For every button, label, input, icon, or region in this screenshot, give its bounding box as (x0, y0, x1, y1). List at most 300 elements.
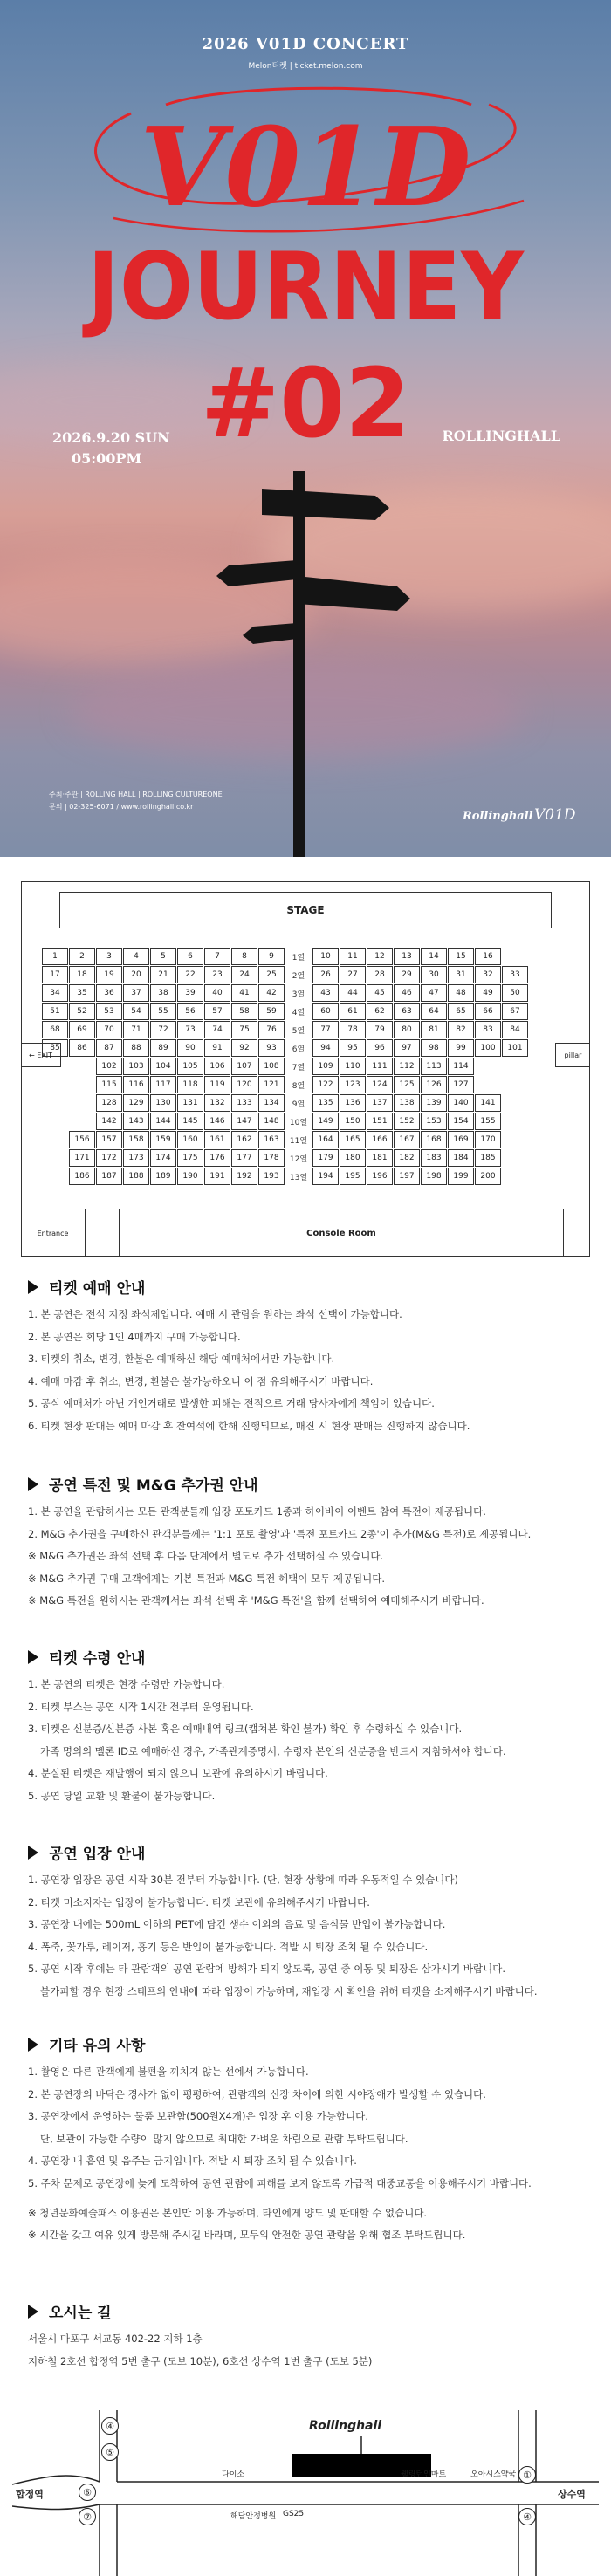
seat-67[interactable]: 67 (502, 1003, 528, 1020)
triangle-icon (28, 1280, 38, 1294)
seat-9[interactable]: 9 (258, 948, 285, 965)
section-title (28, 1473, 587, 1495)
seat-63[interactable]: 63 (394, 1003, 420, 1020)
logo-number: #02 (201, 347, 410, 459)
seat-93[interactable]: 93 (258, 1039, 285, 1057)
notice-line: 1. 본 공연의 티켓은 현장 수령만 가능합니다. (28, 1678, 225, 1690)
seat-84[interactable]: 84 (502, 1021, 528, 1038)
seat-125[interactable]: 125 (394, 1076, 420, 1093)
seat-1[interactable]: 1 (42, 948, 68, 965)
seat-91[interactable]: 91 (204, 1039, 230, 1057)
seat-89[interactable]: 89 (150, 1039, 176, 1057)
seat-182[interactable]: 182 (394, 1149, 420, 1167)
section-title-text: 오시는 길 (49, 2305, 112, 2322)
seat-113[interactable]: 113 (421, 1058, 447, 1075)
notice-line: ※ M&G 특전을 원하시는 관객께서는 좌석 선택 후 'M&G 특전'을 함께 선택하여 예매해주시기 바랍니다. (28, 1594, 484, 1607)
seat-145[interactable]: 145 (177, 1113, 203, 1130)
notice-line: 1. 본 공연은 전석 지정 좌석제입니다. 예매 시 관람을 원하는 좌석 선택이 가능합니다. (28, 1308, 402, 1320)
seat-114[interactable]: 114 (448, 1058, 474, 1075)
seat-7[interactable]: 7 (204, 948, 230, 965)
map-sangsu-station: 상수역 (558, 2489, 586, 2500)
seat-49[interactable]: 49 (475, 984, 501, 1002)
section-other-notes (28, 2033, 587, 2251)
seat-53[interactable]: 53 (96, 1003, 122, 1020)
seat-112[interactable]: 112 (394, 1058, 420, 1075)
row-label: 3열 (292, 990, 306, 999)
seat-168[interactable]: 168 (421, 1131, 447, 1148)
seat-187[interactable]: 187 (96, 1168, 122, 1185)
seat-62[interactable]: 62 (367, 1003, 393, 1020)
row-label: 8열 (292, 1081, 306, 1091)
seat-167[interactable]: 167 (394, 1131, 420, 1148)
seat-61[interactable]: 61 (340, 1003, 366, 1020)
notice-line: 3. 티켓의 취소, 변경, 환불은 예매하신 해당 예매처에서만 가능합니다. (28, 1353, 335, 1365)
seat-126[interactable]: 126 (421, 1076, 447, 1093)
section-ticket-pickup (28, 1646, 587, 1812)
seat-120[interactable]: 120 (231, 1076, 257, 1093)
notice-line: 3. 공연장 내에는 500mL 이하의 PET에 담긴 생수 이외의 음료 및 음식물 반입이 불가능합니다. (28, 1918, 446, 1930)
seat-194[interactable]: 194 (312, 1168, 339, 1185)
notice-line: 가족 명의의 멜론 ID로 예매하신 경우, 가족관계증명서, 수령자 본인의 신분증을 반드시 지참하셔야 합니다. (40, 1744, 506, 1757)
seat-181[interactable]: 181 (367, 1149, 393, 1167)
ticket-site: Melon티켓 | ticket.melon.com (248, 62, 363, 71)
seat-102[interactable]: 102 (96, 1058, 122, 1075)
seat-186[interactable]: 186 (69, 1168, 95, 1185)
seat-157[interactable]: 157 (96, 1131, 122, 1148)
seat-5[interactable]: 5 (150, 948, 176, 965)
seat-189[interactable]: 189 (150, 1168, 176, 1185)
seat-185[interactable]: 185 (475, 1149, 501, 1167)
map-hotel: 웰링턴인마트 (401, 2470, 447, 2479)
notice-line: 2. 티켓 부스는 공연 시작 1시간 전부터 운영됩니다. (28, 1700, 254, 1713)
map-roads (12, 2401, 599, 2576)
seat-158[interactable]: 158 (123, 1131, 149, 1148)
seat-30[interactable]: 30 (421, 966, 447, 983)
section-directions (28, 2300, 587, 2377)
credits-contact: 문의 | 02-325-6071 / www.rollinghall.co.kr (49, 803, 194, 811)
seat-162[interactable]: 162 (231, 1131, 257, 1148)
notice-line: ※ 시간을 갖고 여유 있게 방문해 주시길 바라며, 모두의 안전한 공연 관람을 위해 협조 부탁드립니다. (28, 2229, 466, 2241)
concert-date (52, 428, 170, 469)
seat-26[interactable]: 26 (312, 966, 339, 983)
seat-129[interactable]: 129 (123, 1094, 149, 1112)
section-title-text: 공연 입장 안내 (49, 1846, 146, 1863)
seat-27[interactable]: 27 (340, 966, 366, 983)
poster-credits (49, 789, 223, 813)
concert-venue: ROLLINGHALL (442, 428, 560, 444)
seat-13[interactable]: 13 (394, 948, 420, 965)
seat-107[interactable]: 107 (231, 1058, 257, 1075)
map-daiso: 다이소 (222, 2470, 245, 2479)
notice-line: ※ M&G 추가권은 좌석 선택 후 다음 단계에서 별도로 추가 선택해실 수 있습니다. (28, 1550, 384, 1562)
row-label: 11열 (289, 1136, 308, 1146)
seat-151[interactable]: 151 (367, 1113, 393, 1130)
seat-136[interactable]: 136 (340, 1094, 366, 1112)
address-line: 서울시 마포구 서교동 402-22 지하 1층 (28, 2333, 203, 2345)
section-title (28, 2300, 587, 2322)
seat-57[interactable]: 57 (204, 1003, 230, 1020)
seat-148[interactable]: 148 (258, 1113, 285, 1130)
seat-37[interactable]: 37 (123, 984, 149, 1002)
seat-99[interactable]: 99 (448, 1039, 474, 1057)
seat-86[interactable]: 86 (69, 1039, 95, 1057)
seat-127[interactable]: 127 (448, 1076, 474, 1093)
seat-14[interactable]: 14 (421, 948, 447, 965)
seat-131[interactable]: 131 (177, 1094, 203, 1112)
seat-76[interactable]: 76 (258, 1021, 285, 1038)
seat-85[interactable]: 85 (42, 1039, 68, 1057)
section-entry (28, 1841, 587, 2007)
seat-121[interactable]: 121 (258, 1076, 285, 1093)
row-label: 9열 (292, 1100, 306, 1109)
map-hapjeong-station: 합정역 (16, 2489, 44, 2500)
seat-60[interactable]: 60 (312, 1003, 339, 1020)
seat-200[interactable]: 200 (475, 1168, 501, 1185)
row-label: 5열 (292, 1026, 306, 1036)
seat-35[interactable]: 35 (69, 984, 95, 1002)
notice-line: 2. 티켓 미소지자는 입장이 불가능합니다. 티켓 보관에 유의해주시기 바랍니다. (28, 1895, 370, 1908)
seat-6[interactable]: 6 (177, 948, 203, 965)
seat-80[interactable]: 80 (394, 1021, 420, 1038)
concert-title: 2026 V01D CONCERT (202, 35, 409, 53)
seat-64[interactable]: 64 (421, 1003, 447, 1020)
seat-12[interactable]: 12 (367, 948, 393, 965)
seat-45[interactable]: 45 (367, 984, 393, 1002)
notice-line: 4. 폭죽, 꽃가루, 레이저, 흉기 등은 반입이 불가능합니다. 적발 시 퇴장 조치 될 수 있습니다. (28, 1940, 429, 1953)
seat-79[interactable]: 79 (367, 1021, 393, 1038)
seat-140[interactable]: 140 (448, 1094, 474, 1112)
seat-190[interactable]: 190 (177, 1168, 203, 1185)
seat-193[interactable]: 193 (258, 1168, 285, 1185)
seat-65[interactable]: 65 (448, 1003, 474, 1020)
seat-98[interactable]: 98 (421, 1039, 447, 1057)
seat-69[interactable]: 69 (69, 1021, 95, 1038)
seat-175[interactable]: 175 (177, 1149, 203, 1167)
row-label: 6열 (292, 1045, 306, 1054)
credits-organizer: 주최·주관 | ROLLING HALL | ROLLING CULTUREONE (49, 791, 223, 798)
seat-70[interactable]: 70 (96, 1021, 122, 1038)
seat-87[interactable]: 87 (96, 1039, 122, 1057)
map-pharmacy: 오아시스약국 (470, 2470, 517, 2479)
seat-132[interactable]: 132 (204, 1094, 230, 1112)
seat-42[interactable]: 42 (258, 984, 285, 1002)
notice-line: 4. 공연장 내 흡연 및 음주는 금지입니다. 적발 시 퇴장 조치 될 수 있습니다. (28, 2155, 357, 2167)
seat-81[interactable]: 81 (421, 1021, 447, 1038)
seat-40[interactable]: 40 (204, 984, 230, 1002)
logo-journey: JOURNEY (82, 233, 525, 340)
notice-line: 단, 보관이 가능한 수량이 많지 않으므로 최대한 가벼운 차림으로 관람 부탁드립니다. (40, 2132, 408, 2145)
map-hospital: 해담안정병원 (230, 2512, 277, 2521)
exit-4-sangsu: ④ (518, 2508, 536, 2525)
seat-196[interactable]: 196 (367, 1168, 393, 1185)
seat-56[interactable]: 56 (177, 1003, 203, 1020)
console-room-label: Console Room (119, 1209, 564, 1257)
seat-195[interactable]: 195 (340, 1168, 366, 1185)
exit-5-hapjeong: ⑤ (101, 2443, 119, 2461)
seat-171[interactable]: 171 (69, 1149, 95, 1167)
seat-28[interactable]: 28 (367, 966, 393, 983)
seat-192[interactable]: 192 (231, 1168, 257, 1185)
seat-122[interactable]: 122 (312, 1076, 339, 1093)
seat-82[interactable]: 82 (448, 1021, 474, 1038)
seat-109[interactable]: 109 (312, 1058, 339, 1075)
seat-199[interactable]: 199 (448, 1168, 474, 1185)
void-logo: V01D (534, 806, 576, 824)
seat-2[interactable]: 2 (69, 948, 95, 965)
seat-142[interactable]: 142 (96, 1113, 122, 1130)
seat-34[interactable]: 34 (42, 984, 68, 1002)
seat-92[interactable]: 92 (231, 1039, 257, 1057)
seat-117[interactable]: 117 (150, 1076, 176, 1093)
notice-line: ※ M&G 추가권 구매 고객에게는 기본 특전과 M&G 특전 혜택이 모두 제공됩니다. (28, 1572, 386, 1585)
seat-59[interactable]: 59 (258, 1003, 285, 1020)
seat-16[interactable]: 16 (475, 948, 501, 965)
seat-77[interactable]: 77 (312, 1021, 339, 1038)
seat-8[interactable]: 8 (231, 948, 257, 965)
seat-58[interactable]: 58 (231, 1003, 257, 1020)
seat-135[interactable]: 135 (312, 1094, 339, 1112)
seat-3[interactable]: 3 (96, 948, 122, 965)
seat-198[interactable]: 198 (421, 1168, 447, 1185)
seat-73[interactable]: 73 (177, 1021, 203, 1038)
seat-105[interactable]: 105 (177, 1058, 203, 1075)
seat-47[interactable]: 47 (421, 984, 447, 1002)
seat-123[interactable]: 123 (340, 1076, 366, 1093)
seat-147[interactable]: 147 (231, 1113, 257, 1130)
seat-180[interactable]: 180 (340, 1149, 366, 1167)
pillar-label: pillar (555, 1043, 590, 1067)
seat-95[interactable]: 95 (340, 1039, 366, 1057)
triangle-icon (28, 1650, 38, 1664)
seat-106[interactable]: 106 (204, 1058, 230, 1075)
seat-138[interactable]: 138 (394, 1094, 420, 1112)
seat-164[interactable]: 164 (312, 1131, 339, 1148)
notice-line: 1. 공연장 입장은 공연 시작 30분 전부터 가능합니다. (단, 현장 상황에 따라 유동적일 수 있습니다) (28, 1874, 458, 1886)
stage: STAGE (59, 892, 552, 928)
seat-33[interactable]: 33 (502, 966, 528, 983)
exit-6-hapjeong: ⑥ (79, 2484, 96, 2501)
notice-line: 5. 주차 문제로 공연장에 늦게 도착하여 공연 관람에 피해를 보지 않도록 가급적 대중교통을 이용해주시기 바랍니다. (28, 2176, 532, 2189)
row-label: 13열 (289, 1173, 308, 1182)
logo-script: V01D (140, 104, 471, 231)
seat-154[interactable]: 154 (448, 1113, 474, 1130)
seat-54[interactable]: 54 (123, 1003, 149, 1020)
seat-104[interactable]: 104 (150, 1058, 176, 1075)
concert-poster (0, 0, 611, 857)
seat-10[interactable]: 10 (312, 948, 339, 965)
concert-time: 05:00PM (72, 450, 142, 467)
notice-line: 4. 예매 마감 후 취소, 변경, 환불은 불가능하오니 이 점 유의해주시기 바랍니다. (28, 1374, 374, 1387)
row-label: 12열 (289, 1154, 308, 1164)
seat-72[interactable]: 72 (150, 1021, 176, 1038)
seat-15[interactable]: 15 (448, 948, 474, 965)
seat-153[interactable]: 153 (421, 1113, 447, 1130)
section-title-text: 티켓 예매 안내 (49, 1280, 146, 1298)
seat-97[interactable]: 97 (394, 1039, 420, 1057)
row-label: 10열 (289, 1118, 308, 1127)
subway-line: 지하철 2호선 합정역 5번 출구 (도보 10분), 6호선 상수역 1번 출구 (도보 5분) (28, 2354, 373, 2367)
section-title (28, 2033, 587, 2055)
section-title (28, 1276, 587, 1298)
seat-191[interactable]: 191 (204, 1168, 230, 1185)
seat-41[interactable]: 41 (231, 984, 257, 1002)
seat-25[interactable]: 25 (258, 966, 285, 983)
seat-176[interactable]: 176 (204, 1149, 230, 1167)
seat-166[interactable]: 166 (367, 1131, 393, 1148)
seat-128[interactable]: 128 (96, 1094, 122, 1112)
seat-137[interactable]: 137 (367, 1094, 393, 1112)
row-label: 2열 (292, 971, 306, 981)
triangle-icon (28, 2305, 38, 2319)
notice-line: ※ 청년문화예술패스 이용권은 본인만 이용 가능하며, 타인에게 양도 및 판매할 수 없습니다. (28, 2206, 428, 2219)
notice-line: 2. 본 공연장의 바닥은 경사가 없어 평평하여, 관람객의 신장 차이에 의한 시야장애가 발생할 수 있습니다. (28, 2087, 486, 2100)
seat-68[interactable]: 68 (42, 1021, 68, 1038)
seat-75[interactable]: 75 (231, 1021, 257, 1038)
seat-100[interactable]: 100 (475, 1039, 501, 1057)
seat-179[interactable]: 179 (312, 1149, 339, 1167)
seat-152[interactable]: 152 (394, 1113, 420, 1130)
seat-43[interactable]: 43 (312, 984, 339, 1002)
seat-78[interactable]: 78 (340, 1021, 366, 1038)
seat-118[interactable]: 118 (177, 1076, 203, 1093)
concert-date-day: 2026.9.20 SUN (52, 429, 170, 446)
notice-line: 불가피할 경우 현장 스태프의 안내에 따라 입장이 가능하며, 재입장 시 확인을 위해 티켓을 소지해주시기 바랍니다. (40, 1984, 538, 1997)
notice-line: 3. 공연장에서 운영하는 물품 보관함(500원X4개)은 입장 후 이용 가능합니다. (28, 2110, 368, 2122)
seat-184[interactable]: 184 (448, 1149, 474, 1167)
directions-map (12, 2401, 599, 2576)
seat-101[interactable]: 101 (502, 1039, 528, 1057)
seat-139[interactable]: 139 (421, 1094, 447, 1112)
seat-165[interactable]: 165 (340, 1131, 366, 1148)
section-title (28, 1841, 587, 1863)
seat-133[interactable]: 133 (231, 1094, 257, 1112)
section-title-text: 공연 특전 및 M&G 추가권 안내 (49, 1477, 258, 1495)
seat-134[interactable]: 134 (258, 1094, 285, 1112)
seat-172[interactable]: 172 (96, 1149, 122, 1167)
seat-20[interactable]: 20 (123, 966, 149, 983)
seat-159[interactable]: 159 (150, 1131, 176, 1148)
seat-51[interactable]: 51 (42, 1003, 68, 1020)
seat-23[interactable]: 23 (204, 966, 230, 983)
exit-label: ← EXIT (21, 1043, 61, 1067)
seat-18[interactable]: 18 (69, 966, 95, 983)
notice-line: 1. 본 공연을 관람하시는 모든 관객분들께 입장 포토카드 1종과 하이바이 이벤트 참여 특전이 제공됩니다. (28, 1505, 486, 1518)
seat-115[interactable]: 115 (96, 1076, 122, 1093)
seat-155[interactable]: 155 (475, 1113, 501, 1130)
seat-11[interactable]: 11 (340, 948, 366, 965)
seat-146[interactable]: 146 (204, 1113, 230, 1130)
seat-103[interactable]: 103 (123, 1058, 149, 1075)
map-rollinghall: Rollinghall (309, 2419, 382, 2433)
row-label: 7열 (292, 1063, 306, 1072)
seat-29[interactable]: 29 (394, 966, 420, 983)
seat-38[interactable]: 38 (150, 984, 176, 1002)
seat-4[interactable]: 4 (123, 948, 149, 965)
seat-130[interactable]: 130 (150, 1094, 176, 1112)
map-gs25: GS25 (283, 2510, 305, 2518)
seat-83[interactable]: 83 (475, 1021, 501, 1038)
seat-31[interactable]: 31 (448, 966, 474, 983)
seat-44[interactable]: 44 (340, 984, 366, 1002)
seat-149[interactable]: 149 (312, 1113, 339, 1130)
seat-183[interactable]: 183 (421, 1149, 447, 1167)
seat-46[interactable]: 46 (394, 984, 420, 1002)
seat-173[interactable]: 173 (123, 1149, 149, 1167)
seat-19[interactable]: 19 (96, 966, 122, 983)
seat-108[interactable]: 108 (258, 1058, 285, 1075)
section-title (28, 1646, 587, 1668)
notice-line: 1. 촬영은 다른 관객에게 불편을 끼치지 않는 선에서 가능합니다. (28, 2066, 309, 2078)
seat-71[interactable]: 71 (123, 1021, 149, 1038)
seat-163[interactable]: 163 (258, 1131, 285, 1148)
seat-111[interactable]: 111 (367, 1058, 393, 1075)
notice-line: 3. 티켓은 신분증/신분증 사본 혹은 예매내역 링크(캡쳐본 확인 불가) 확인 후 수령하실 수 있습니다. (28, 1723, 463, 1735)
seat-50[interactable]: 50 (502, 984, 528, 1002)
notice-line: 5. 공연 당일 교환 및 환불이 불가능합니다. (28, 1789, 216, 1802)
seat-48[interactable]: 48 (448, 984, 474, 1002)
seat-150[interactable]: 150 (340, 1113, 366, 1130)
triangle-icon (28, 1846, 38, 1860)
seat-161[interactable]: 161 (204, 1131, 230, 1148)
seat-24[interactable]: 24 (231, 966, 257, 983)
seat-143[interactable]: 143 (123, 1113, 149, 1130)
seat-90[interactable]: 90 (177, 1039, 203, 1057)
notice-line: 5. 공식 예매처가 아닌 개인거래로 발생한 피해는 전적으로 거래 당사자에게 책임이 있습니다. (28, 1397, 435, 1409)
section-ticket-booking (28, 1276, 587, 1442)
seat-197[interactable]: 197 (394, 1168, 420, 1185)
notice-line: 2. M&G 추가권을 구매하신 관객분들께는 '1:1 포토 촬영'과 '특전 포토카드 2종'이 추가(M&G 특전)로 제공됩니다. (28, 1527, 532, 1540)
seat-66[interactable]: 66 (475, 1003, 501, 1020)
signpost-silhouette (216, 471, 410, 857)
section-title-text: 티켓 수령 안내 (49, 1650, 146, 1668)
seat-22[interactable]: 22 (177, 966, 203, 983)
row-label: 1열 (292, 953, 306, 963)
seat-160[interactable]: 160 (177, 1131, 203, 1148)
seat-178[interactable]: 178 (258, 1149, 285, 1167)
notice-line: 6. 티켓 현장 판매는 예매 마감 후 잔여석에 한해 진행되므로, 매진 시 현장 판매는 진행하지 않습니다. (28, 1419, 470, 1432)
seat-144[interactable]: 144 (150, 1113, 176, 1130)
seat-156[interactable]: 156 (69, 1131, 95, 1148)
seat-17[interactable]: 17 (42, 966, 68, 983)
seat-88[interactable]: 88 (123, 1039, 149, 1057)
entrance-label: Entrance (21, 1209, 86, 1257)
seat-32[interactable]: 32 (475, 966, 501, 983)
seat-116[interactable]: 116 (123, 1076, 149, 1093)
seat-39[interactable]: 39 (177, 984, 203, 1002)
seat-36[interactable]: 36 (96, 984, 122, 1002)
seat-119[interactable]: 119 (204, 1076, 230, 1093)
seat-141[interactable]: 141 (475, 1094, 501, 1112)
seat-174[interactable]: 174 (150, 1149, 176, 1167)
exit-4-hapjeong: ④ (101, 2417, 119, 2435)
seat-170[interactable]: 170 (475, 1131, 501, 1148)
seat-74[interactable]: 74 (204, 1021, 230, 1038)
exit-7-hapjeong: ⑦ (79, 2508, 96, 2525)
rollinghall-logo: Rollinghall (463, 810, 533, 823)
seat-94[interactable]: 94 (312, 1039, 339, 1057)
seat-110[interactable]: 110 (340, 1058, 366, 1075)
seat-21[interactable]: 21 (150, 966, 176, 983)
seat-52[interactable]: 52 (69, 1003, 95, 1020)
seat-169[interactable]: 169 (448, 1131, 474, 1148)
seat-map (21, 881, 590, 1257)
seat-124[interactable]: 124 (367, 1076, 393, 1093)
notice-line: 5. 공연 시작 후에는 타 관람객의 공연 관람에 방해가 되지 않도록, 공연 중 이동 및 퇴장은 삼가시기 바랍니다. (28, 1963, 506, 1975)
seat-188[interactable]: 188 (123, 1168, 149, 1185)
seat-55[interactable]: 55 (150, 1003, 176, 1020)
seat-177[interactable]: 177 (231, 1149, 257, 1167)
seat-96[interactable]: 96 (367, 1039, 393, 1057)
